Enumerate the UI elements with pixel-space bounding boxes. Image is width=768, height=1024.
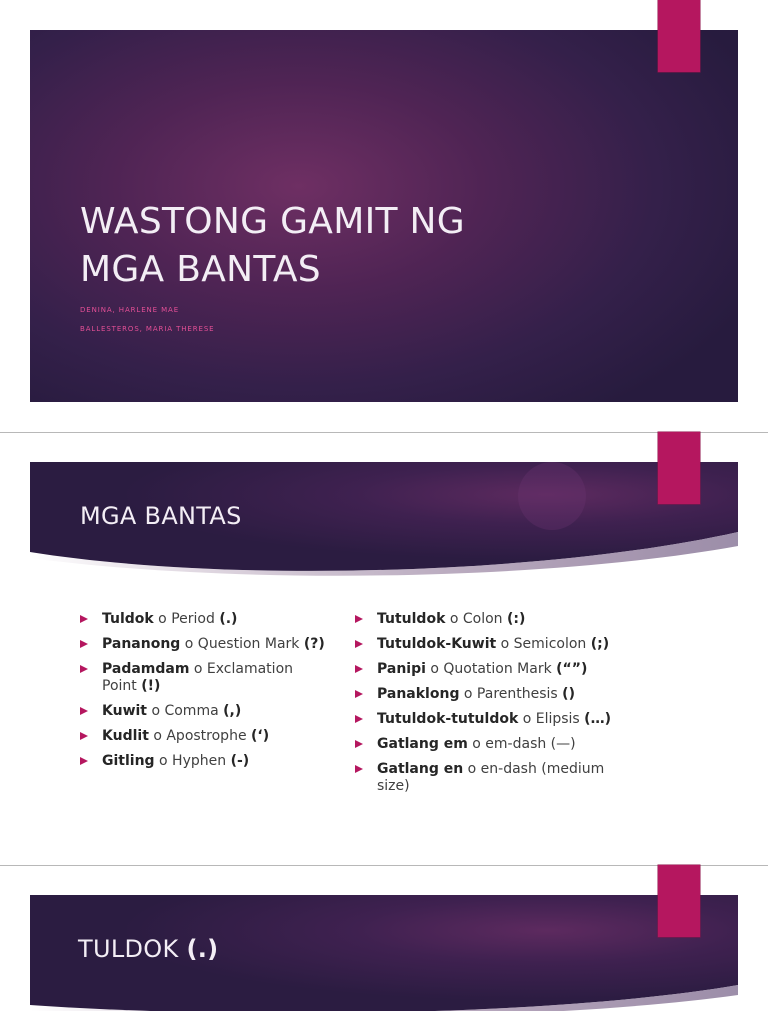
bantas-meaning: o Question Mark bbox=[180, 636, 304, 652]
bantas-symbol: (:) bbox=[506, 611, 526, 627]
slide-accent-tab bbox=[658, 0, 700, 72]
list-item bbox=[80, 728, 325, 745]
list-item bbox=[355, 636, 620, 653]
bantas-term: Tutuldok bbox=[377, 611, 446, 627]
bantas-symbol: (,) bbox=[223, 703, 242, 719]
bantas-term: Tuldok bbox=[102, 611, 154, 627]
bantas-term: Pananong bbox=[102, 636, 181, 652]
bantas-symbol: (-) bbox=[230, 753, 250, 769]
bantas-meaning: o em-dash (—) bbox=[467, 736, 576, 752]
bantas-meaning: o en-dash (medium size) bbox=[377, 761, 605, 794]
list-item bbox=[355, 711, 620, 728]
title-slide bbox=[30, 30, 738, 402]
bantas-meaning: o Elipsis bbox=[518, 711, 585, 727]
bantas-meaning: o Exclamation Point bbox=[102, 661, 294, 694]
list-item bbox=[80, 703, 325, 720]
bantas-term: Padamdam bbox=[102, 661, 190, 677]
bantas-term: Kudlit bbox=[102, 728, 149, 744]
triangle-bullet-icon bbox=[80, 665, 88, 673]
bantas-meaning: o Parenthesis bbox=[459, 686, 563, 702]
bantas-meaning: o Comma bbox=[147, 703, 224, 719]
bantas-term: Tutuldok-tutuldok bbox=[377, 711, 519, 727]
list-item bbox=[80, 636, 325, 653]
bantas-symbol: (!) bbox=[141, 678, 161, 694]
bantas-meaning: o Period bbox=[153, 611, 220, 627]
triangle-bullet-icon bbox=[80, 615, 88, 623]
list-item bbox=[355, 661, 620, 678]
bantas-meaning: o Apostrophe bbox=[148, 728, 252, 744]
slide-title bbox=[80, 198, 640, 294]
page-divider bbox=[0, 432, 768, 433]
triangle-bullet-icon bbox=[355, 665, 363, 673]
bantas-meaning: o Colon bbox=[445, 611, 507, 627]
list-item bbox=[355, 611, 620, 628]
page-divider bbox=[0, 865, 768, 866]
bantas-term: Panaklong bbox=[377, 686, 460, 702]
slide-header-banner bbox=[30, 462, 738, 578]
slide-heading-text: TULDOK bbox=[78, 935, 187, 963]
triangle-bullet-icon bbox=[80, 640, 88, 648]
bantas-meaning: o Quotation Mark bbox=[425, 661, 557, 677]
triangle-bullet-icon bbox=[355, 765, 363, 773]
bantas-symbol: (“”) bbox=[556, 661, 588, 677]
triangle-bullet-icon bbox=[80, 707, 88, 715]
triangle-bullet-icon bbox=[80, 732, 88, 740]
slide-heading-symbol: (.) bbox=[186, 935, 219, 963]
slide-accent-tab bbox=[658, 865, 700, 937]
slide-title-line2: MGA BANTAS bbox=[80, 249, 321, 290]
triangle-bullet-icon bbox=[355, 640, 363, 648]
bantas-symbol: (;) bbox=[590, 636, 610, 652]
punctuation-list-right bbox=[355, 611, 620, 803]
author-name: DENINA, HARLENE MAE bbox=[80, 306, 180, 314]
bantas-term: Gatlang en bbox=[377, 761, 464, 777]
list-item bbox=[80, 753, 325, 770]
bantas-symbol: (…) bbox=[584, 711, 611, 727]
bantas-term: Kuwit bbox=[102, 703, 147, 719]
list-item bbox=[80, 611, 325, 628]
slide-title-line1: WASTONG GAMIT NG bbox=[80, 201, 465, 242]
author-name: BALLESTEROS, MARIA THERESE bbox=[80, 325, 215, 333]
slide-heading bbox=[78, 935, 218, 963]
bantas-term: Panipi bbox=[377, 661, 426, 677]
triangle-bullet-icon bbox=[355, 715, 363, 723]
triangle-bullet-icon bbox=[355, 740, 363, 748]
punctuation-list-left bbox=[80, 611, 325, 778]
bantas-symbol: (‘) bbox=[251, 728, 270, 744]
triangle-bullet-icon bbox=[80, 757, 88, 765]
bantas-meaning: o Semicolon bbox=[496, 636, 591, 652]
list-item bbox=[355, 736, 620, 753]
bantas-term: Gitling bbox=[102, 753, 155, 769]
list-item bbox=[355, 761, 620, 795]
bantas-symbol: (.) bbox=[219, 611, 238, 627]
slide-heading: MGA BANTAS bbox=[80, 502, 242, 530]
list-item bbox=[80, 661, 325, 695]
bantas-term: Gatlang em bbox=[377, 736, 468, 752]
bantas-symbol: () bbox=[562, 686, 575, 702]
slide-header-banner bbox=[30, 895, 738, 1011]
triangle-bullet-icon bbox=[355, 690, 363, 698]
list-item bbox=[355, 686, 620, 703]
triangle-bullet-icon bbox=[355, 615, 363, 623]
bantas-meaning: o Hyphen bbox=[154, 753, 231, 769]
bantas-term: Tutuldok-Kuwit bbox=[377, 636, 497, 652]
slide-accent-tab bbox=[658, 432, 700, 504]
bantas-symbol: (?) bbox=[303, 636, 325, 652]
